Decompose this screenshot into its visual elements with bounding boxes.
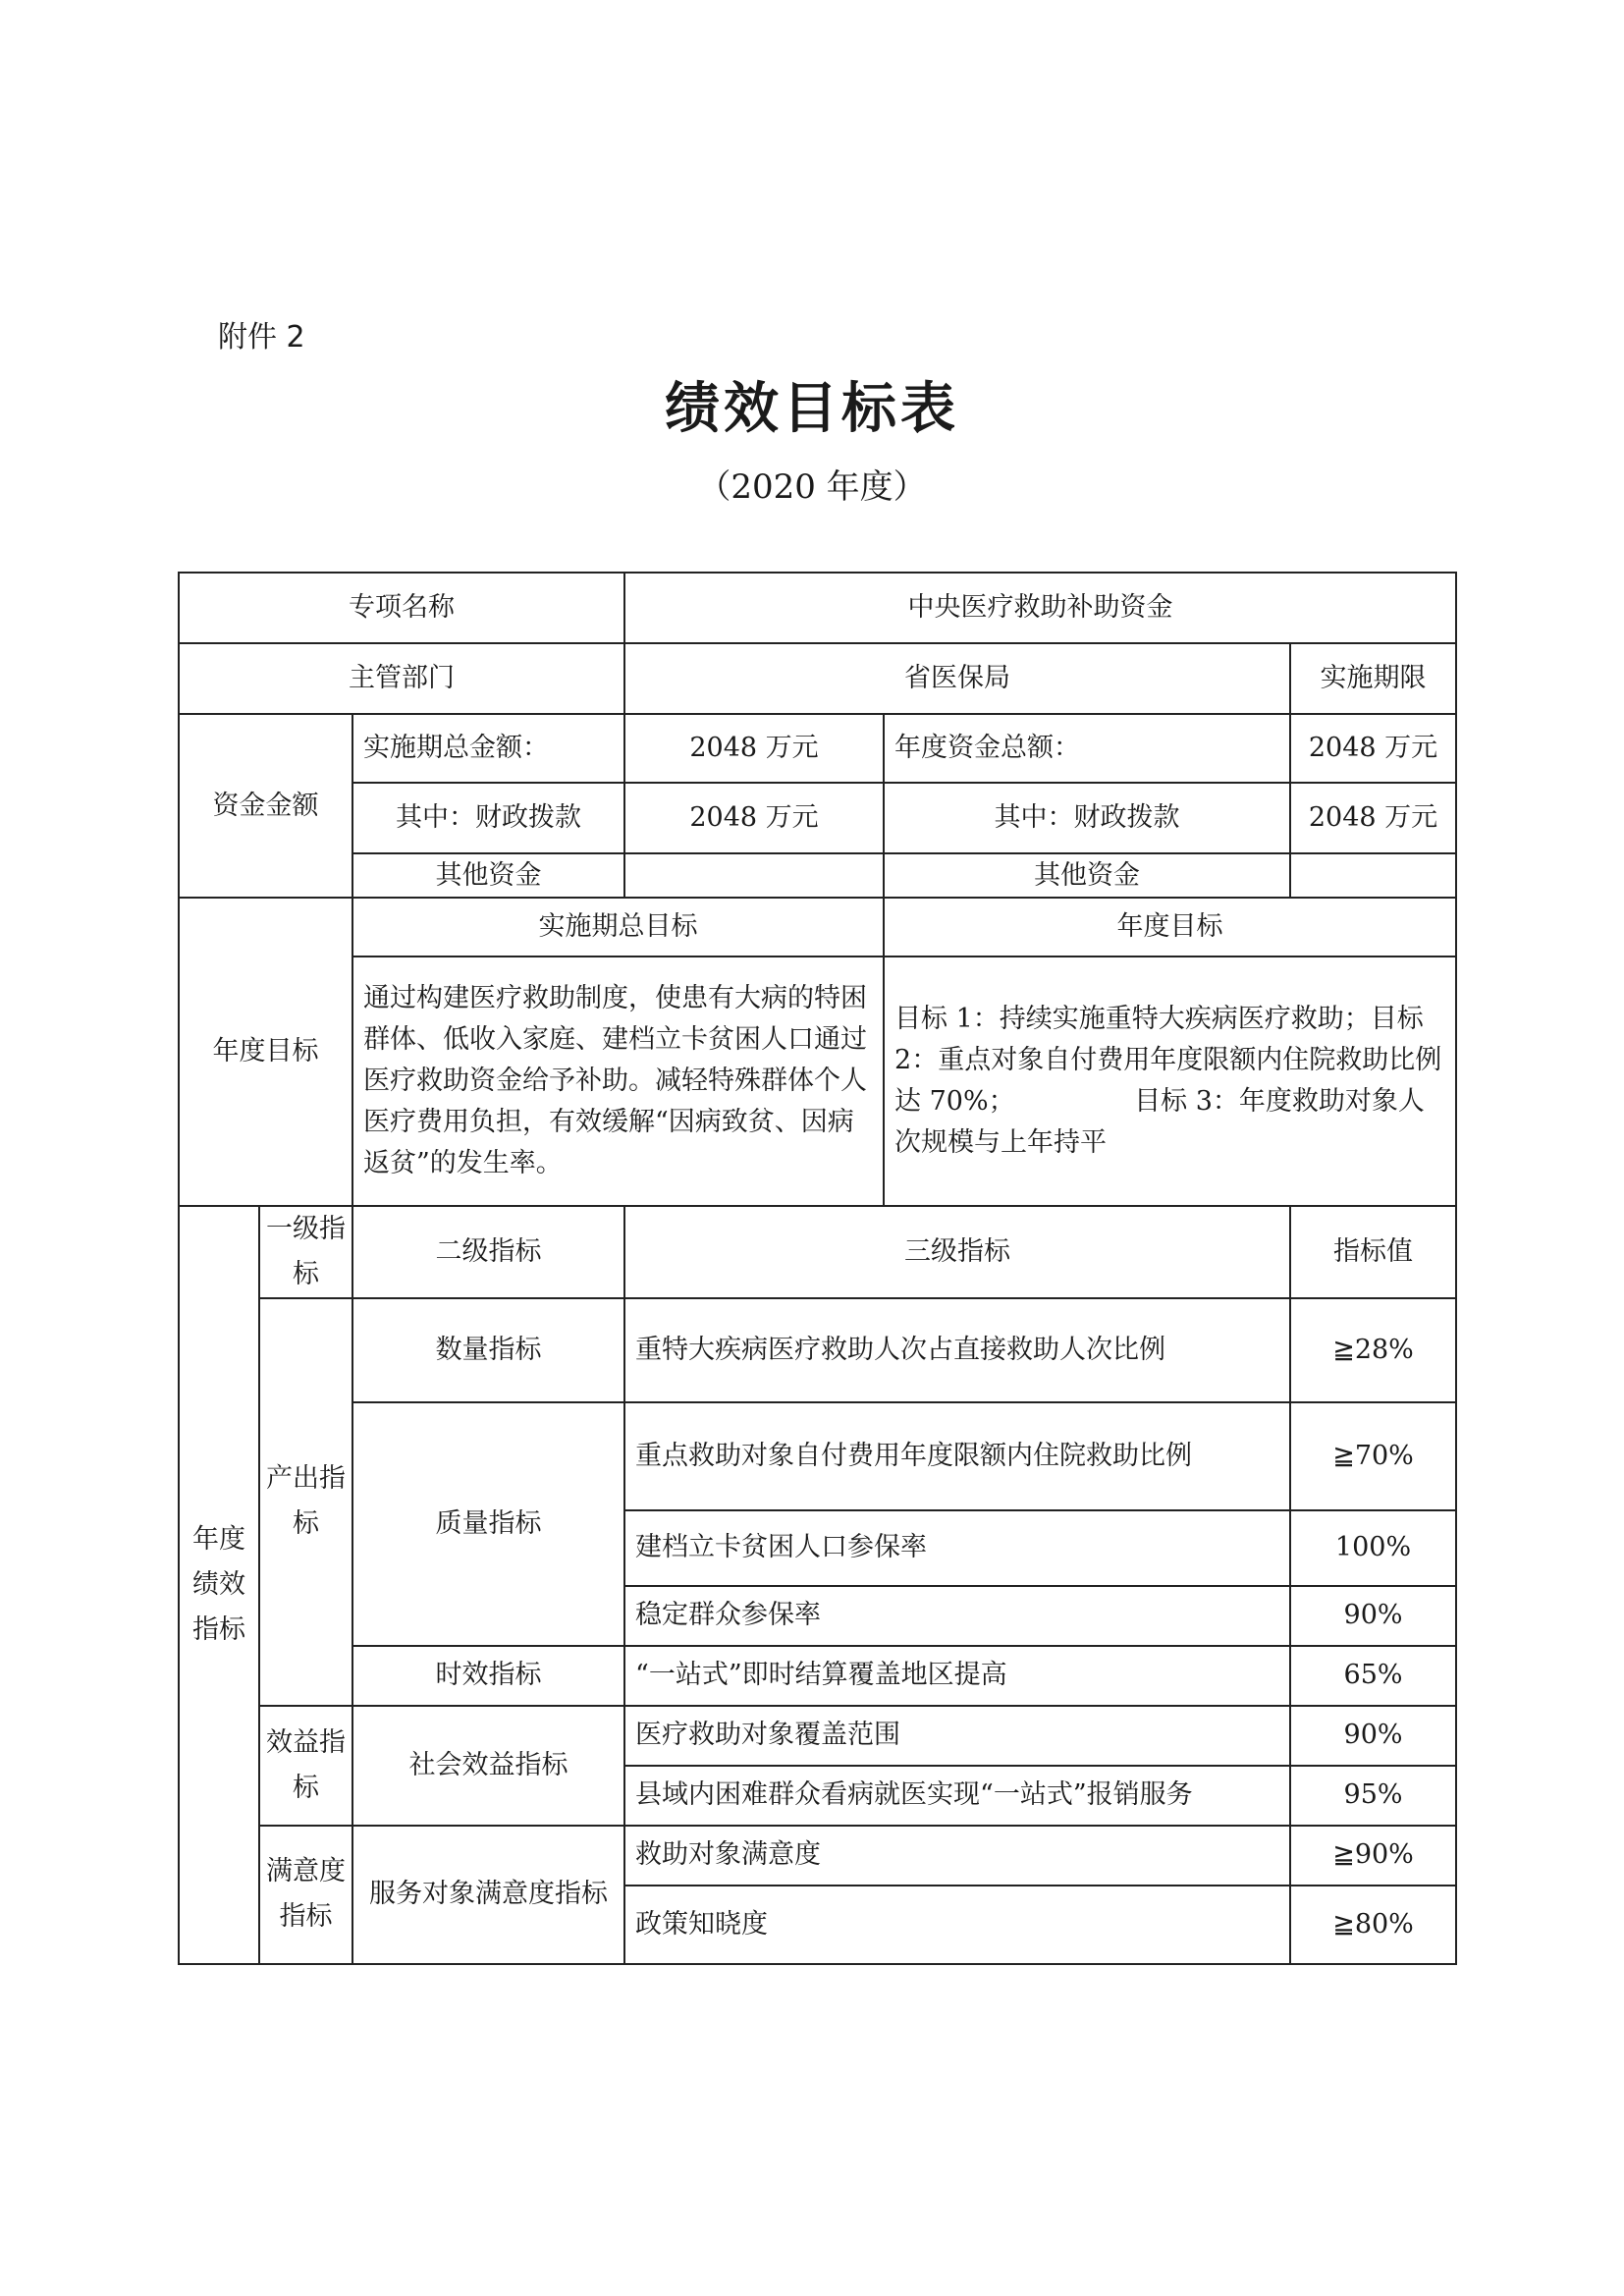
indicator-value: ≧28% <box>1290 1298 1456 1402</box>
level1-header: 一级指标 <box>259 1206 352 1298</box>
indicator-value: 90% <box>1290 1706 1456 1766</box>
level3-header: 三级指标 <box>624 1206 1290 1298</box>
indicator-value: 100% <box>1290 1510 1456 1586</box>
indicator-value: 90% <box>1290 1586 1456 1646</box>
social-benefit-label: 社会效益指标 <box>352 1706 624 1826</box>
performance-target-table <box>178 572 1457 1965</box>
indicator-name: “一站式”即时结算覆盖地区提高 <box>624 1646 1290 1706</box>
project-name-label: 专项名称 <box>179 573 624 643</box>
indicator-name: 县域内困难群众看病就医实现“一站式”报销服务 <box>624 1766 1290 1826</box>
benefit-indicator-label: 效益指标 <box>259 1706 352 1826</box>
fiscal-label: 其中：财政拨款 <box>352 783 624 853</box>
output-indicator-label: 产出指标 <box>259 1298 352 1706</box>
goals-label: 年度目标 <box>179 898 352 1206</box>
timeliness-indicator-label: 时效指标 <box>352 1646 624 1706</box>
satisfaction-indicator-label: 满意度指标 <box>259 1826 352 1964</box>
indicator-value: ≧90% <box>1290 1826 1456 1886</box>
project-name-value: 中央医疗救助补助资金 <box>624 573 1456 643</box>
year-subtitle: （2020 年度） <box>697 467 927 507</box>
annual-other-funds-label: 其他资金 <box>884 853 1290 898</box>
quality-indicator-label: 质量指标 <box>352 1402 624 1646</box>
annual-fiscal-label: 其中：财政拨款 <box>884 783 1290 853</box>
indicator-value: 65% <box>1290 1646 1456 1706</box>
indicator-name: 重点救助对象自付费用年度限额内住院救助比例 <box>624 1402 1290 1510</box>
indicator-value: 95% <box>1290 1766 1456 1826</box>
annual-total-value: 2048 万元 <box>1290 714 1456 783</box>
indicator-name: 稳定群众参保率 <box>624 1586 1290 1646</box>
other-funds-value <box>624 853 884 898</box>
indicator-name: 政策知晓度 <box>624 1886 1290 1964</box>
service-satisfaction-label: 服务对象满意度指标 <box>352 1826 624 1964</box>
total-amount-label: 实施期总金额： <box>352 714 624 783</box>
kpi-label: 年度绩效指标 <box>179 1206 259 1964</box>
indicator-name: 医疗救助对象覆盖范围 <box>624 1706 1290 1766</box>
attachment-label: 附件 2 <box>218 320 305 355</box>
fiscal-value: 2048 万元 <box>624 783 884 853</box>
overall-goal-text: 通过构建医疗救助制度，使患有大病的特困群体、低收入家庭、建档立卡贫困人口通过医疗救助资金给予补助。减轻特殊群体个人医疗费用负担，有效缓解“因病致贫、因病返贫”的发生率。 <box>352 957 884 1206</box>
period-label: 实施期限 <box>1290 643 1456 714</box>
indicator-value: ≧70% <box>1290 1402 1456 1510</box>
indicator-value: ≧80% <box>1290 1886 1456 1964</box>
level2-header: 二级指标 <box>352 1206 624 1298</box>
annual-total-label: 年度资金总额： <box>884 714 1290 783</box>
annual-fiscal-value: 2048 万元 <box>1290 783 1456 853</box>
funds-label: 资金金额 <box>179 714 352 898</box>
value-header: 指标值 <box>1290 1206 1456 1298</box>
department-value: 省医保局 <box>624 643 1290 714</box>
department-label: 主管部门 <box>179 643 624 714</box>
total-amount-value: 2048 万元 <box>624 714 884 783</box>
indicator-name: 救助对象满意度 <box>624 1826 1290 1886</box>
annual-goal-text: 目标 1：持续实施重特大疾病医疗救助；目标 2：重点对象自付费用年度限额内住院救助比例达 70%； 目标 3：年度救助对象人次规模与上年持平 <box>884 957 1456 1206</box>
overall-goal-header: 实施期总目标 <box>352 898 884 957</box>
annual-goal-header: 年度目标 <box>884 898 1456 957</box>
indicator-name: 重特大疾病医疗救助人次占直接救助人次比例 <box>624 1298 1290 1402</box>
indicator-name: 建档立卡贫困人口参保率 <box>624 1510 1290 1586</box>
page-title: 绩效目标表 <box>665 377 959 441</box>
other-funds-label: 其他资金 <box>352 853 624 898</box>
annual-other-funds-value <box>1290 853 1456 898</box>
quantity-indicator-label: 数量指标 <box>352 1298 624 1402</box>
